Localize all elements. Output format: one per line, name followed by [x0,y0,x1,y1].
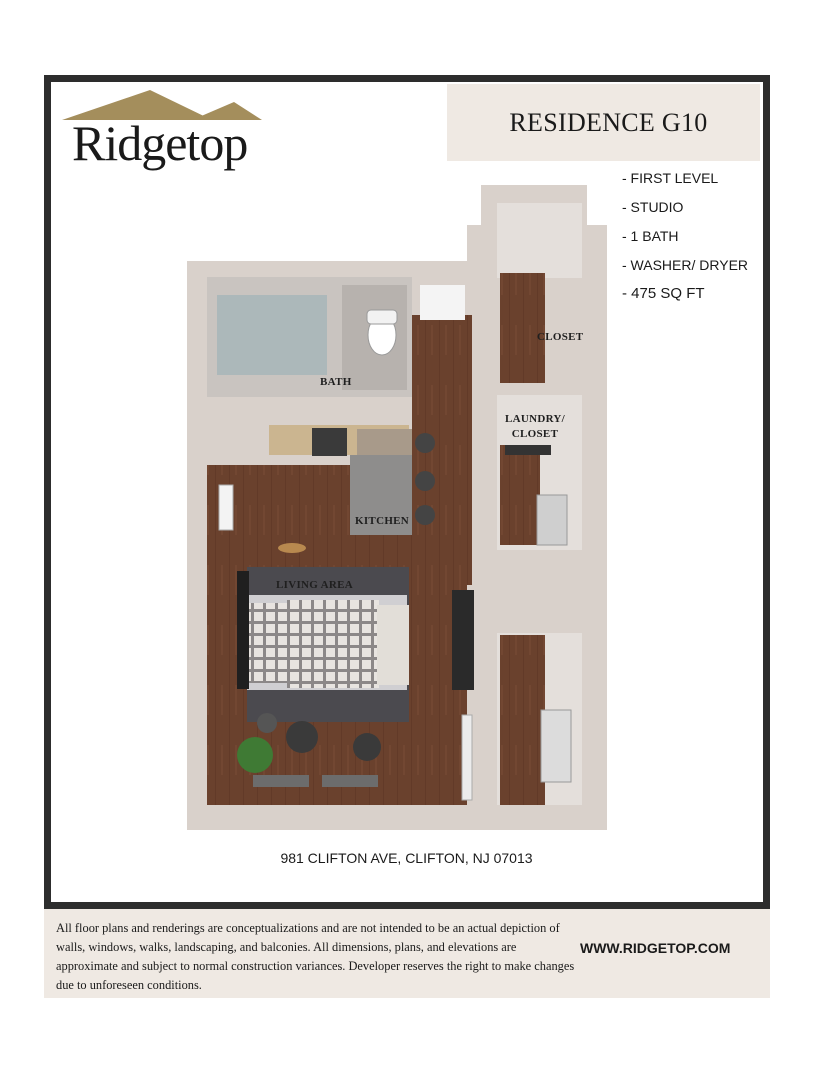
feature-laundry: - WASHER/ DRYER [622,257,749,273]
floor-plan-drawing [187,185,612,835]
residence-title: RESIDENCE G10 [509,107,708,137]
feature-level: - FIRST LEVEL [622,170,719,186]
feature-list [622,169,748,314]
feature-bath: - 1 BATH [622,228,679,244]
laundry-label-line2: CLOSET [511,428,559,440]
room-label-closet: CLOSET [537,331,584,343]
laundry-label-line1: LAUNDRY/ [504,413,566,425]
feature-type: - STUDIO [622,199,684,215]
feature-area: - 475 SQ FT [622,285,705,302]
room-label-laundry [500,412,570,442]
disclaimer: All floor plans and renderings are conceptualizations and are not intended to be an actual depiction of walls, windows, walks, landscaping, and balconies. All dimensions, plans, and elevations are approximate and subject to normal construction variances. Developer reserves the right to make changes due to unforeseen conditions. [56,921,575,992]
footer [44,909,770,998]
brand-name: Ridgetop [72,115,248,171]
room-label-bath: BATH [320,376,352,388]
title-banner [447,84,760,161]
website-link[interactable]: WWW.RIDGETOP.COM [580,940,731,956]
address: 981 CLIFTON AVE, CLIFTON, NJ 07013 [280,850,533,866]
ridgetop-logo [62,88,272,178]
floor-plan [187,185,612,835]
room-label-living: LIVING AREA [276,579,353,591]
room-label-kitchen: KITCHEN [355,515,410,527]
